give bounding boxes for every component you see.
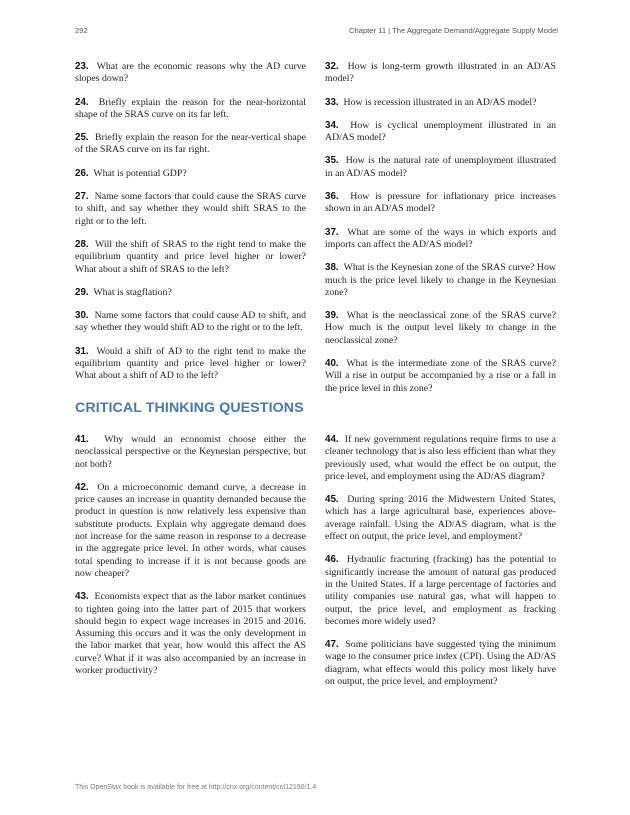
question-text: During spring 2016 the Midwestern United States, which has a large agricultural base, experiences above-average rainfall. Using the AD/AS diagram, what is the effect on output, the price level, and employment? [325, 494, 556, 543]
question-text: What are the economic reasons why the AD curve slopes down? [75, 61, 306, 85]
question-46 [325, 554, 556, 628]
question-text: Economists expect that as the labor market continues to tighten going into the latter part of 2015 that workers should begin to expect wage increases in 2015 and 2016. Assuming this occurs and it was the only development in the labor market that year, how would this affect the AS curve? What if it was also accompanied by an increase in worker productivity? [75, 591, 307, 677]
page-footer: This OpenStax book is available for free at http://cnx.org/content/col12190/1.4 [75, 784, 317, 791]
question-number: 31. [75, 345, 89, 357]
question-25 [75, 132, 306, 157]
critical-thinking-right-column [325, 434, 556, 688]
question-number: 43. [75, 591, 89, 603]
question-text: What is the intermediate zone of the SRAS curve? Will a rise in output be accompanied by a rise or a fall in the price level in this zone? [325, 358, 556, 394]
question-number: 39. [325, 310, 339, 322]
question-30 [75, 310, 306, 335]
question-text: Hydraulic fracturing (fracking) has the potential to significantly increase the amount of natural gas produced in the United States. If a large percentage of factories and utility companies use natural gas, what will happen to output, the price level, and employment as fracking becomes more widely used? [325, 554, 556, 627]
question-number: 47. [325, 639, 339, 651]
question-number: 24. [75, 96, 89, 108]
question-text: Would a shift of AD to the right tend to make the equilibrium quantity and price level higher or lower? What about a shift of AD to the left? [75, 345, 306, 382]
question-number: 23. [75, 61, 89, 72]
question-number: 33. [325, 96, 339, 108]
question-text: How is the natural rate of unemployment illustrated in an AD/AS model? [325, 155, 556, 179]
question-text: Name some factors that could cause the SRAS curve to shift, and say whether they would shift SRAS to the right or to the left. [75, 191, 306, 227]
question-38 [325, 262, 556, 299]
question-44 [325, 434, 556, 483]
question-text: Name some factors that could cause AD to shift, and say whether they would shift AD to the right or to the left. [75, 310, 306, 334]
question-text: What is the neoclassical zone of the SRAS curve? How much is the output level likely to change in the neoclassical zone? [325, 310, 556, 346]
question-37 [325, 227, 556, 252]
question-number: 38. [325, 262, 339, 274]
question-number: 35. [325, 155, 339, 167]
question-text: If new government regulations require firms to use a cleaner technology that is also less efficient than what they previously used, what would the effect be on output, the price level, and employment using the AD/AS diagram? [325, 434, 556, 482]
question-35 [325, 155, 556, 180]
section-heading: CRITICAL THINKING QUESTIONS [75, 400, 304, 416]
question-number: 44. [325, 434, 339, 445]
question-number: 46. [325, 554, 339, 566]
question-number: 25. [75, 132, 89, 144]
question-number: 42. [75, 481, 89, 493]
question-text: What is the Keynesian zone of the SRAS curve? How much is the price level likely to change in the Keynesian zone? [325, 262, 556, 298]
question-26 [75, 168, 306, 180]
question-text: Briefly explain the reason for the near-horizontal shape of the SRAS curve on its far left. [75, 96, 306, 120]
question-47 [325, 639, 556, 688]
question-number: 36. [325, 191, 339, 203]
question-text: Will the shift of SRAS to the right tend to make the equilibrium quantity and price level higher or lower? What about a shift of SRAS to the left? [75, 238, 306, 275]
question-number: 27. [75, 191, 89, 203]
question-24 [75, 97, 306, 122]
question-number: 30. [75, 310, 89, 322]
question-28 [75, 239, 306, 276]
question-36 [325, 191, 556, 216]
question-text: On a microeconomic demand curve, a decrease in price causes an increase in quantity demanded because the product in question is now relatively less expensive than substitute products. Explain why aggregate demand does not increase for the same reason in response to a decrease in the aggregate price level. In other words, what causes total spending to increase if it is not because goods are now cheaper? [75, 481, 306, 579]
question-32 [325, 61, 556, 86]
page-number: 292 [75, 26, 88, 35]
question-text: What is stagflation? [93, 286, 172, 298]
question-number: 28. [75, 238, 89, 250]
question-text: What is potential GDP? [93, 167, 187, 179]
question-43 [75, 591, 306, 677]
question-text: How is pressure for inflationary price increases shown in an AD/AS model? [325, 191, 556, 215]
question-34 [325, 120, 556, 145]
question-text: How is cyclical unemployment illustrated in an AD/AS model? [325, 119, 556, 144]
question-text: How is recession illustrated in an AD/AS model? [343, 96, 537, 108]
question-40 [325, 358, 556, 395]
question-number: 45. [325, 494, 339, 506]
question-number: 41. [75, 434, 89, 445]
question-text: What are some of the ways in which exports and imports can affect the AD/AS model? [325, 226, 556, 250]
question-45 [325, 494, 556, 543]
review-questions-left-column [75, 61, 306, 383]
question-29 [75, 287, 306, 299]
question-42 [75, 482, 306, 580]
review-questions-right-column [325, 61, 556, 395]
question-text: Some politicians have suggested tying the minimum wage to the consumer price index (CPI). Using the AD/AS diagram, what effects would this policy most likely have on output, the price level, and employment? [325, 639, 556, 688]
question-text: Why would an economist choose either the neoclassical perspective or the Keynesian perspective, but not both? [75, 434, 306, 470]
question-number: 32. [325, 61, 339, 72]
question-number: 40. [325, 358, 339, 370]
question-33 [325, 97, 556, 109]
question-41 [75, 434, 306, 471]
question-27 [75, 191, 306, 228]
critical-thinking-left-column [75, 434, 306, 677]
question-number: 37. [325, 226, 339, 238]
question-number: 29. [75, 286, 89, 298]
question-39 [325, 310, 556, 347]
question-number: 26. [75, 167, 89, 179]
question-31 [75, 346, 306, 383]
question-23 [75, 61, 306, 86]
question-number: 34. [325, 119, 339, 131]
chapter-title: Chapter 11 | The Aggregate Demand/Aggregate Supply Model [349, 26, 558, 35]
question-text: Briefly explain the reason for the near-vertical shape of the SRAS curve on its far right. [75, 132, 306, 156]
question-text: How is long-term growth illustrated in an AD/AS model? [325, 61, 556, 85]
